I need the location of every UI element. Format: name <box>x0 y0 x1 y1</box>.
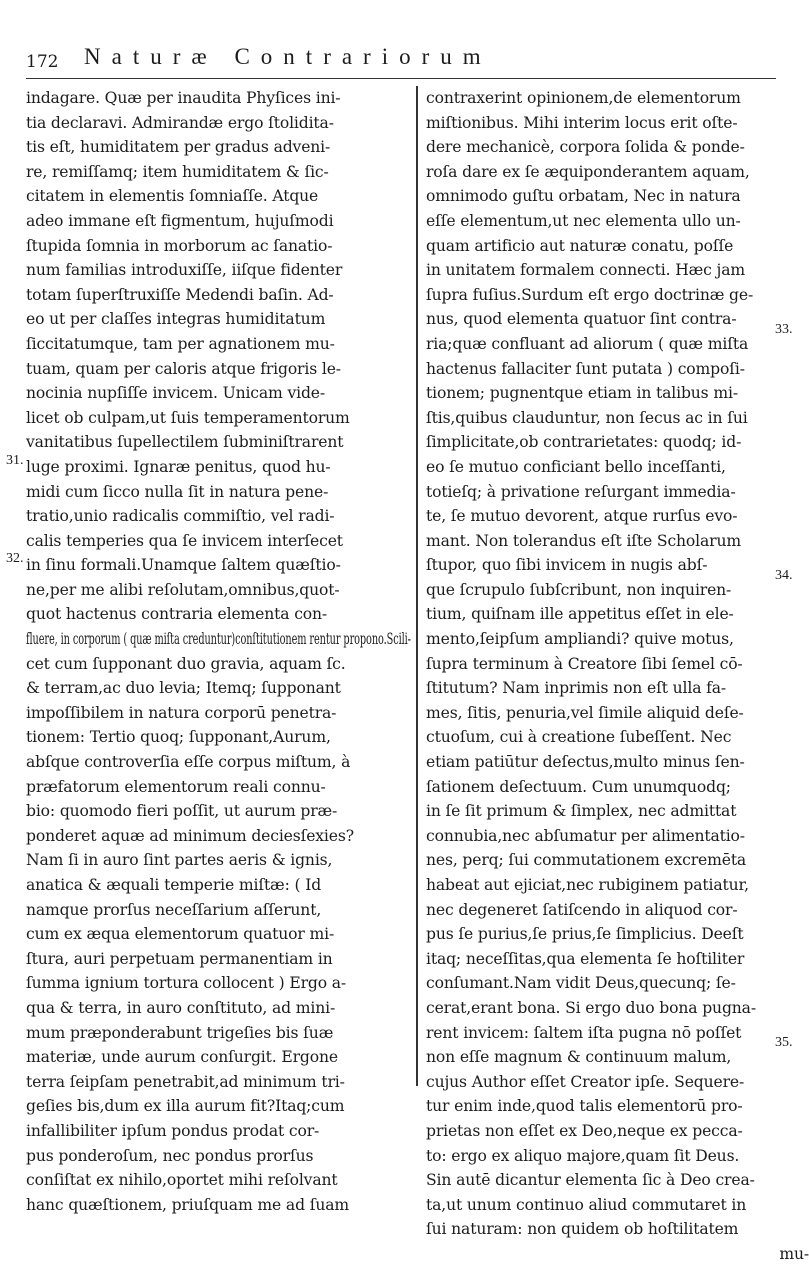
text-line: tium, quiſnam ille appetitus eſſet in ele- <box>426 605 734 624</box>
text-line: nocinia nupſiſſe invicem. Unicam vide- <box>26 384 326 403</box>
text-line: quam artificio aut naturæ conatu, poſſe <box>426 236 734 255</box>
text-line: ria;quæ confluant ad aliorum ( quæ miſta <box>426 334 749 353</box>
text-line: in ſe ſit primum & ſimplex, nec admittat <box>426 802 737 821</box>
text-line: miſtionibus. Mihi interim locus erit oſte- <box>426 113 738 132</box>
text-line: mant. Non tolerandus eſt iſte Scholarum <box>426 531 741 550</box>
text-line: totieſq; à privatione reſurgant immedia- <box>426 482 736 501</box>
margin-number: 31. <box>6 453 24 468</box>
text-line: qua & terra, in auro conſtituto, ad mini- <box>26 998 336 1017</box>
text-line: num familias introduxiſſe, iiſque fidenter <box>26 261 343 280</box>
text-line: tionem; pugnentque etiam in talibus mi- <box>426 384 738 403</box>
text-line: nus, quod elementa quatuor ſint contra- <box>426 310 737 329</box>
text-line: in ſinu formali.Unamque ſaltem quæſtio- <box>26 556 341 575</box>
text-line: præfatorum elementorum reali connu- <box>26 777 326 796</box>
text-line: ne,per me alibi reſolutam,omnibus,quot- <box>26 580 340 599</box>
text-line: contraxerint opinionem,de elementorum <box>426 89 741 107</box>
text-line: tis eſt, humiditatem per gradus adveni- <box>26 138 331 157</box>
text-line: vanitatibus ſupellectilem ſubminiſtrarent <box>26 433 344 452</box>
text-line: tionem: Tertio quoq; ſupponant,Aurum, <box>26 728 331 747</box>
text-line: namque prorſus neceſſarium aſſerunt, <box>26 900 322 919</box>
text-line: nec degeneret ſatiſcendo in aliquod cor- <box>426 900 738 919</box>
running-title: Naturæ Contrariorum <box>84 44 492 69</box>
text-line: quot hactenus contraria elementa con- <box>26 605 328 624</box>
text-line: tratio,unio radicalis commiſtio, vel radi- <box>26 507 335 526</box>
margin-number: 32. <box>6 551 24 566</box>
text-line: midi cum ſicco nulla ſit in natura pene- <box>26 482 329 501</box>
margin-number: 33. <box>775 322 793 337</box>
right-column <box>426 86 809 1267</box>
text-line: habeat aut ejiciat,nec rubiginem patiatur, <box>426 876 749 894</box>
text-line: prietas non eſſet ex Deo,neque ex pecca- <box>426 1121 743 1140</box>
text-line: ſtitutum? Nam inprimis non eſt ulla fa- <box>426 679 727 698</box>
text-line: mum præponderabunt trigeſies bis ſuæ <box>26 1023 334 1042</box>
text-line: cet cum ſupponant duo gravia, aquam ſc. <box>26 654 346 673</box>
text-line: anatica & æquali temperie miſtæ: ( Id <box>26 876 322 894</box>
text-line: ta,ut unum continuo aliud commutaret in <box>426 1195 747 1214</box>
column-divider <box>416 86 418 1086</box>
text-line: calis temperies qua ſe invicem interſecet <box>26 531 343 550</box>
text-line: que ſcrupulo ſubſcribunt, non inquiren- <box>426 580 732 599</box>
text-line: mu- <box>779 1244 809 1263</box>
text-line: materiæ, unde aurum conſurgit. Ergone <box>26 1048 338 1067</box>
text-line: eo ut per claſſes integras humiditatum <box>26 310 326 329</box>
text-line: adeo immane eſt figmentum, hujuſmodi <box>26 211 334 230</box>
text-line: rent invicem: ſaltem iſta pugna nō poſſet <box>426 1023 742 1042</box>
text-line: conſiſtat ex nihilo,oportet mihi reſolvant <box>26 1171 338 1190</box>
text-line: connubia,nec abſumatur per alimentatio- <box>426 826 745 845</box>
text-line: luge proximi. Ignaræ penitus, quod hu- <box>26 457 331 476</box>
text-line: cerat,erant bona. Si ergo duo bona pugna- <box>426 998 756 1017</box>
text-line: terra ſeipſam penetrabit,ad minimum tri- <box>26 1072 345 1091</box>
text-line: infallibiliter ipſum pondus prodat cor- <box>26 1121 320 1140</box>
text-line: ſtupida ſomnia in morborum ac ſanatio- <box>26 236 333 255</box>
text-line: indagare. Quæ per inaudita Phyſices ini- <box>26 89 341 107</box>
text-line: conſumant.Nam vidit Deus,quecunq; ſe- <box>426 974 736 993</box>
text-line: Nam ſi in auro ſint partes aeris & ignis, <box>26 851 333 870</box>
margin-number: 35. <box>775 1035 793 1050</box>
text-line: ſupra fuſius.Surdum eſt ergo doctrinæ ge- <box>426 285 754 304</box>
text-line: ſumma ignium tortura collocent ) Ergo a- <box>26 974 347 993</box>
text-line: Sin autē dicantur elementa ſic à Deo crea- <box>426 1171 755 1190</box>
text-line: to: ergo ex aliquo majore,quam ſit Deus. <box>426 1146 740 1165</box>
text-line: mes, ſitis, penuria,vel ſimile aliquid deſe- <box>426 703 744 722</box>
text-line: in unitatem formalem connecti. Hæc jam <box>426 261 746 280</box>
text-line: ctuoſum, cui à creatione ſubeſſent. Nec <box>426 728 732 747</box>
text-line: totam ſuperſtruxiſſe Medendi baſin. Ad- <box>26 285 334 304</box>
text-line: fluere, in corporum ( quæ miſta creduntur)conſtitutionem rentur propono.Scili- <box>26 630 411 649</box>
text-line: non eſſe magnum & continuum malum, <box>426 1048 732 1067</box>
text-line: licet ob culpam,ut ſuis temperamentorum <box>26 408 350 427</box>
text-line: tia declaravi. Admirandæ ergo ſtolidita- <box>26 113 334 132</box>
text-line: cum ex æqua elementorum quatuor mi- <box>26 925 335 944</box>
text-line: te, ſe mutuo devorent, atque rurſus evo- <box>426 507 738 526</box>
text-line: roſa dare ex ſe æquiponderantem aquam, <box>426 162 750 181</box>
text-line: citatem in elementis ſomniaſſe. Atque <box>26 187 319 206</box>
text-line: impoſſibilem in natura corporū penetra- <box>26 703 337 722</box>
text-line: & terram,ac duo levia; Itemq; ſupponant <box>26 679 341 698</box>
running-header <box>26 44 776 79</box>
text-line: tuam, quam per caloris atque frigoris le- <box>26 359 341 378</box>
text-line: eo ſe mutuo conficiant bello inceſſanti, <box>426 457 726 476</box>
text-line: mento,ſeipſum ampliandi? quive motus, <box>426 630 734 649</box>
text-line: nes, perq; ſui commutationem excremēta <box>426 851 747 870</box>
text-line: omnimodo guſtu orbatam, Nec in natura <box>426 187 741 206</box>
text-line: ſui naturam: non quidem ob hoſtilitatem <box>426 1220 739 1239</box>
text-line: abſque controverſia eſſe corpus miſtum, à <box>26 753 351 772</box>
text-line: tur enim inde,quod talis elementorū pro- <box>426 1097 743 1116</box>
text-line: ſtis,quibus clauduntur, non ſecus ac in ſui <box>426 408 748 427</box>
text-line: ſtura, auri perpetuam permanentiam in <box>26 949 333 968</box>
text-line: ſimplicitate,ob contrarietates: quodq; id- <box>426 433 742 452</box>
left-column <box>26 86 409 1217</box>
text-line: dere mechanicè, corpora ſolida & ponde- <box>426 138 745 157</box>
text-line: ſiccitatumque, tam per agnationem mu- <box>26 334 335 353</box>
text-line: cujus Author eſſet Creator ipſe. Sequere- <box>426 1072 745 1091</box>
text-line: itaq; neceſſitas,qua elementa ſe hoſtiliter <box>426 949 745 968</box>
text-line: eſſe elementum,ut nec elementa ullo un- <box>426 211 741 230</box>
text-line: ponderet aquæ ad minimum deciesſexies? <box>26 826 354 845</box>
text-line: ſupra terminum à Creatore ſibi ſemel cō- <box>426 654 743 673</box>
text-line: re, remiſſamq; item humiditatem & ſic- <box>26 162 329 181</box>
text-line: ſationem deſectuum. Cum unumquodq; <box>426 777 731 796</box>
page-number: 172 <box>26 52 59 72</box>
text-line: hactenus fallaciter ſunt putata ) compoſi- <box>426 359 745 378</box>
text-line: geſies bis,dum ex illa aurum fit?Itaq;cum <box>26 1097 345 1116</box>
text-line: pus ponderoſum, nec pondus prorſus <box>26 1146 314 1165</box>
text-line: pus ſe purius,ſe prius,ſe ſimplicius. Deeſt <box>426 925 744 944</box>
margin-number: 34. <box>775 568 793 583</box>
text-line: etiam patiūtur deſectus,multo minus ſen- <box>426 753 745 772</box>
text-line: bio: quomodo fieri poſſit, ut aurum præ- <box>26 802 338 821</box>
text-line: hanc quæſtionem, priuſquam me ad ſuam <box>26 1195 350 1214</box>
text-line: ſtupor, quo ſibi invicem in nugis abſ- <box>426 556 708 575</box>
